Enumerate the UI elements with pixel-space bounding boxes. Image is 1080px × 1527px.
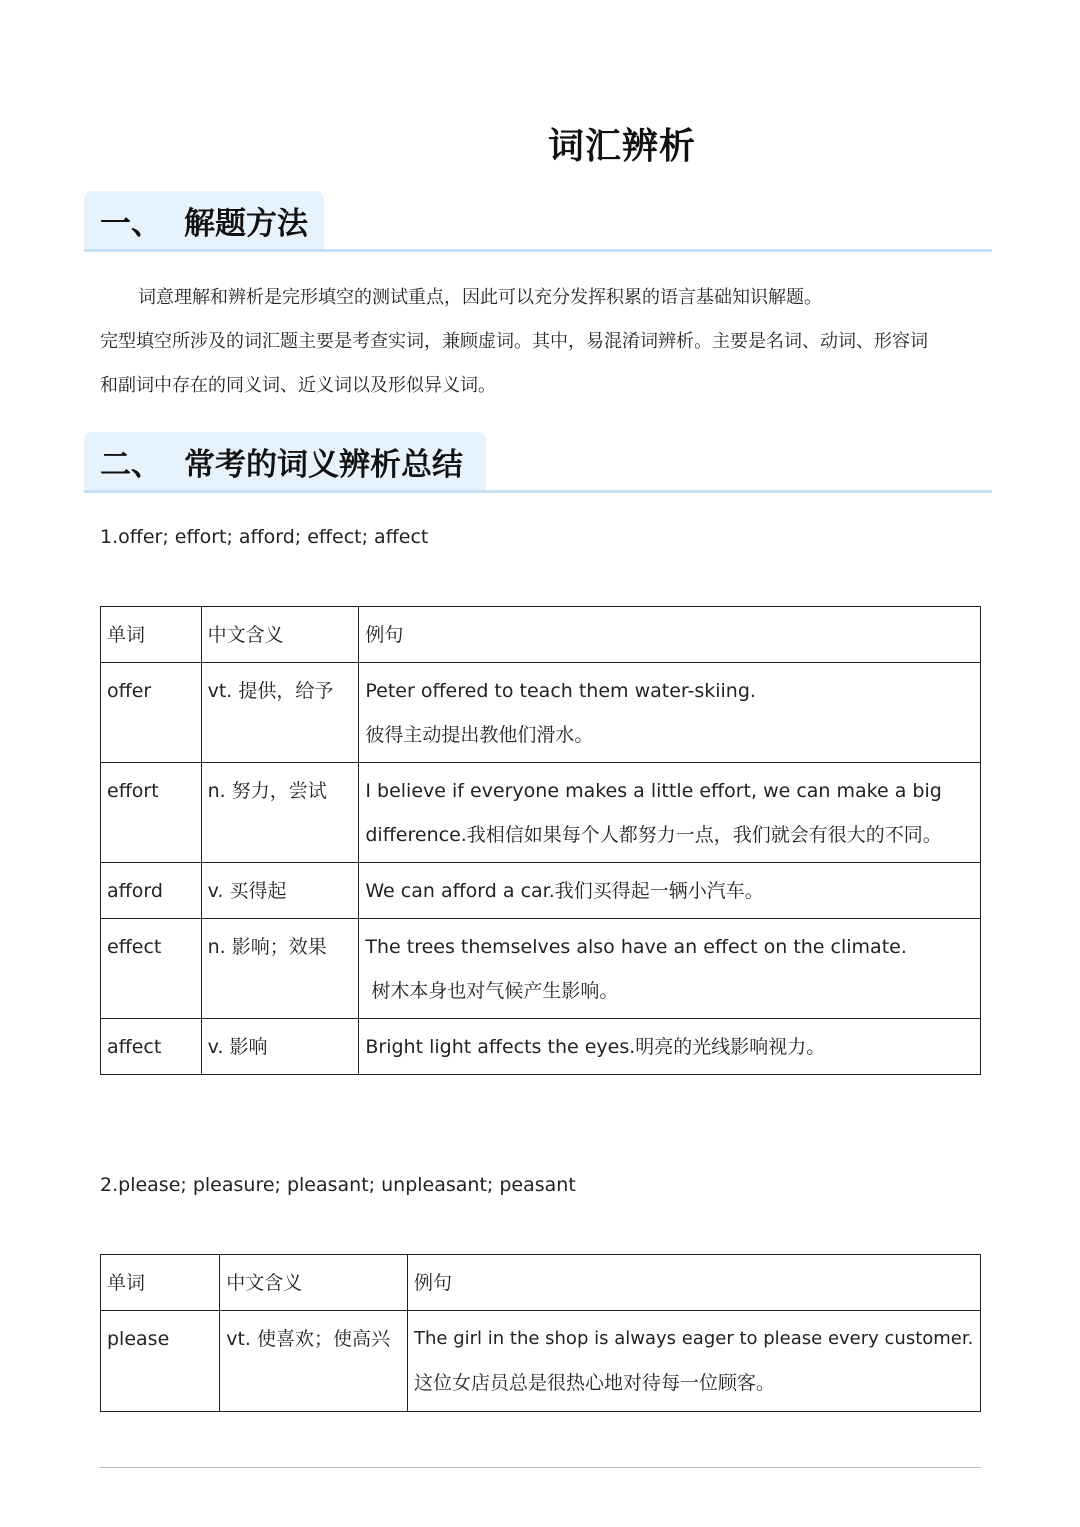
table-row	[101, 763, 981, 863]
meaning-cell: v. 买得起	[201, 863, 359, 919]
paragraph-line: 完型填空所涉及的词汇题主要是考查实词，兼顾虚词。其中，易混淆词辨析。主要是名词、动词、形容词	[100, 331, 928, 352]
section-heading-2	[84, 432, 992, 493]
table-header-row	[101, 1255, 981, 1311]
example-cell: The trees themselves also have an effect on the climate. 树木本身也对气候产生影响。	[359, 919, 981, 1019]
column-header-word: 单词	[101, 607, 202, 663]
section-title: 解题方法	[184, 205, 308, 242]
word-cell: please	[101, 1311, 220, 1412]
section-number: 二、	[100, 446, 162, 483]
section-heading-tab	[84, 432, 486, 490]
column-header-meaning: 中文含义	[220, 1255, 408, 1311]
vocab-table-2	[100, 1254, 981, 1412]
table-row	[101, 919, 981, 1019]
example-cell: Bright light affects the eyes.明亮的光线影响视力。	[359, 1019, 981, 1075]
meaning-cell: n. 影响；效果	[201, 919, 359, 1019]
section-heading-tab	[84, 191, 324, 249]
word-cell: affect	[101, 1019, 202, 1075]
page-footer-divider	[100, 1467, 981, 1468]
paragraph-line: 词意理解和辨析是完形填空的测试重点，因此可以充分发挥积累的语言基础知识解题。	[138, 287, 822, 308]
column-header-word: 单词	[101, 1255, 220, 1311]
example-cell: The girl in the shop is always eager to please every customer. 这位女店员总是很热心地对待每一位顾客。	[408, 1311, 981, 1412]
vocab-table-1	[100, 606, 981, 1075]
table-row	[101, 1019, 981, 1075]
table-header-row	[101, 607, 981, 663]
section-heading-1	[84, 191, 992, 252]
section-title: 常考的词义辨析总结	[184, 446, 463, 483]
word-cell: effort	[101, 763, 202, 863]
word-cell: effect	[101, 919, 202, 1019]
example-cell: Peter offered to teach them water-skiing. 彼得主动提出教他们滑水。	[359, 663, 981, 763]
meaning-cell: v. 影响	[201, 1019, 359, 1075]
meaning-cell: vt. 提供，给予	[201, 663, 359, 763]
group-label-2: 2.please; pleasure; pleasant; unpleasant; peasant	[100, 1174, 576, 1196]
column-header-example: 例句	[408, 1255, 981, 1311]
intro-paragraph	[100, 276, 990, 408]
example-cell: We can afford a car.我们买得起一辆小汽车。	[359, 863, 981, 919]
document-title: 词汇辨析	[547, 126, 696, 167]
word-cell: afford	[101, 863, 202, 919]
group-label-1: 1.offer; effort; afford; effect; affect	[100, 526, 429, 548]
paragraph-line: 和副词中存在的同义词、近义词以及形似异义词。	[100, 375, 496, 396]
example-cell: I believe if everyone makes a little effort, we can make a big difference.我相信如果每个人都努力一点，我们就会有很大的不同。	[359, 763, 981, 863]
meaning-cell: n. 努力，尝试	[201, 763, 359, 863]
table-row	[101, 1311, 981, 1412]
table-row	[101, 663, 981, 763]
word-cell: offer	[101, 663, 202, 763]
column-header-meaning: 中文含义	[201, 607, 359, 663]
column-header-example: 例句	[359, 607, 981, 663]
table-row	[101, 863, 981, 919]
meaning-cell: vt. 使喜欢；使高兴	[220, 1311, 408, 1412]
section-number: 一、	[100, 205, 162, 242]
